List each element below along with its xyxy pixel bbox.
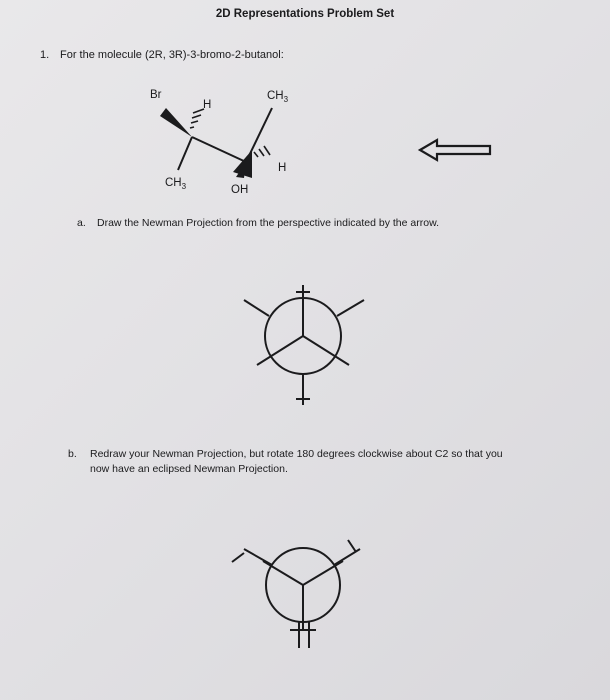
tick-right-b	[348, 540, 356, 552]
part-b	[68, 447, 568, 477]
newman-projection-eclipsed	[232, 540, 360, 648]
c2-c3-bond	[192, 137, 246, 162]
newman-projection-staggered	[244, 285, 364, 405]
page-title: 2D Representations Problem Set	[215, 8, 395, 20]
label-h-right: H	[278, 162, 287, 174]
label-h-top: H	[203, 99, 212, 111]
question-1-text: For the molecule (2R, 3R)-3-bromo-2-butanol:	[60, 49, 284, 61]
back-bond-upper-right	[337, 300, 364, 316]
part-a-letter: a.	[77, 217, 86, 229]
part-b-text-line2: now have an eclipsed Newman Projection.	[90, 463, 288, 475]
back-bond-upper-left	[244, 300, 269, 316]
br-wedge-bond	[160, 108, 192, 137]
left-arrow-icon	[420, 140, 490, 160]
part-b-text-line1: Redraw your Newman Projection, but rotate 180 degrees clockwise about C2 so that you	[90, 448, 503, 460]
c2-ch3-bond	[178, 137, 192, 170]
oh-wedge-bond-fill	[233, 150, 252, 178]
label-ch3-bottom: $CH_3$	[165, 177, 187, 191]
part-a	[77, 217, 439, 229]
front-bond-lower-right	[303, 336, 349, 365]
skeletal-structure	[150, 89, 289, 196]
front-bond-lower-left	[257, 336, 303, 365]
question-1-number: 1.	[40, 49, 50, 61]
h-right-dash-bond	[254, 146, 270, 157]
label-br: Br	[150, 89, 162, 101]
h-top-dash-bond	[190, 109, 204, 128]
label-ch3-top: $CH_3$	[267, 90, 289, 104]
tick-left-b	[232, 553, 244, 562]
part-b-letter: b.	[68, 448, 77, 460]
back-bond-upper-left-b	[244, 549, 272, 565]
part-a-text: Draw the Newman Projection from the perspective indicated by the arrow.	[97, 217, 439, 229]
label-oh: OH	[231, 184, 249, 196]
